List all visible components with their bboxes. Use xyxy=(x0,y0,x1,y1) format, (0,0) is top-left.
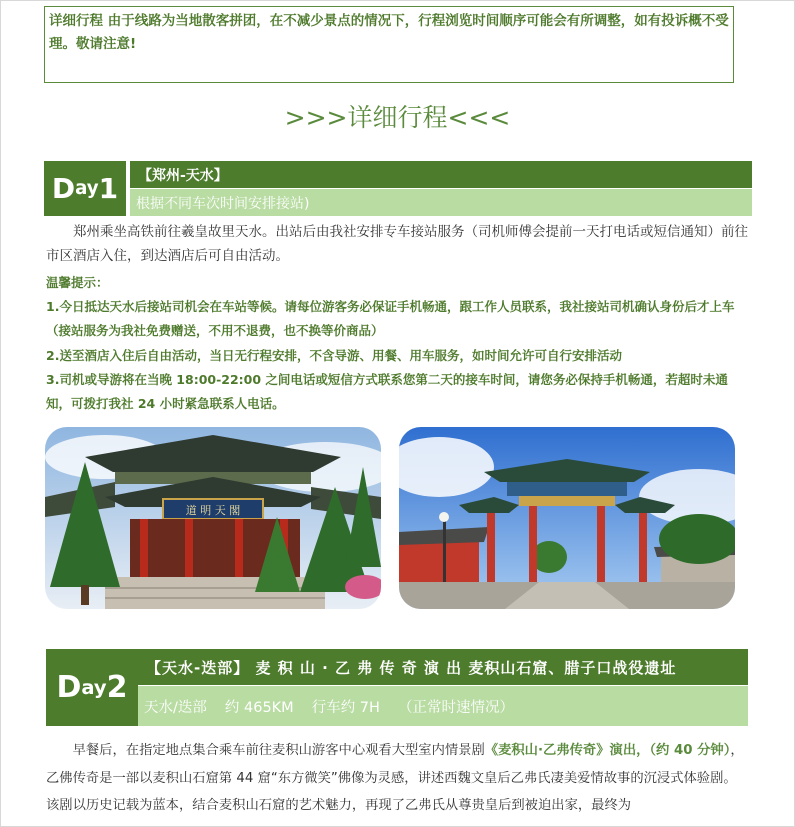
temple-gate-photo xyxy=(45,427,381,609)
day2-speed-note: （正常时速情况） xyxy=(397,699,514,716)
day1-title: 【郑州-天水】 xyxy=(130,161,752,188)
day2-desc-b: ，乙佛传奇是一部以麦积山石窟第 44 窟“东方微笑”佛像为灵感，讲述西魏文皇后乙弗氏凄美爱情故事的沉浸式体验剧。该剧以历史记载为蓝本，结合麦积山石窟的艺术魅力，再现了乙弗氏从尊贵皇后到被迫出家，最终为 xyxy=(46,743,744,813)
archway-photo xyxy=(399,427,735,609)
day2-distance: 约 465KM xyxy=(224,699,294,716)
day1-badge-num: 1 xyxy=(98,172,119,205)
day2-title: 【天水-迭部】 麦 积 山 · 乙 弗 传 奇 演 出 麦积山石窟、腊子口战役遗址 xyxy=(138,649,748,685)
day2-badge-ay: ay xyxy=(81,676,107,699)
day1-header xyxy=(44,161,752,216)
notice-box xyxy=(44,6,734,83)
day2-subtitle xyxy=(138,686,748,726)
day2-desc-a: 早餐后，在指定地点集合乘车前往麦积山游客中心观看大型室内情景剧 xyxy=(72,743,485,758)
day2-badge-num: 2 xyxy=(106,670,128,705)
day1-tips-title: 温馨提示： xyxy=(46,275,109,290)
day1-subtitle: 根据不同车次时间安排接站) xyxy=(130,189,752,216)
day1-badge-d: D xyxy=(51,172,76,205)
temple-gate-illustration xyxy=(45,427,381,609)
section-title: >>>详细行程<<< xyxy=(284,103,511,132)
notice-text: 详细行程 由于线路为当地散客拼团，在不减少景点的情况下，行程浏览时间顺序可能会有所调整，如有投诉概不受理。敬请注意! xyxy=(49,13,729,52)
temple-sign-text: 道 明 天 閣 xyxy=(185,504,241,517)
day1-description: 郑州乘坐高铁前往羲皇故里天水。出站后由我社安排专车接站服务（司机师傅会提前一天打电话或短信通知）前往市区酒店入住，到达酒店后可自由活动。 xyxy=(46,224,748,264)
archway-illustration xyxy=(399,427,735,609)
day1-tip-2: 2.送至酒店入住后自由活动，当日无行程安排，不含导游、用餐、用车服务，如时间允许可自行安排活动 xyxy=(46,347,622,363)
day2-badge-d: D xyxy=(56,670,82,705)
day1-tip-1: 1.今日抵达天水后接站司机会在车站等候。请每位游客务必保证手机畅通，跟工作人员联系，我社接站司机确认身份后才上车（接站服务为我社免费赠送，不用不退费，也不换等价商品） xyxy=(46,299,735,339)
day2-drive-time: 行车约 7H xyxy=(311,699,380,716)
day1-tips xyxy=(46,271,748,416)
day1-badge xyxy=(44,161,126,216)
day2-badge xyxy=(46,649,138,726)
day2-header xyxy=(46,649,748,726)
day2-route: 天水/迭部 xyxy=(144,699,207,716)
day2-desc-highlight: 《麦积山·乙弗传奇》演出，（约 40 分钟） xyxy=(484,743,731,758)
day1-badge-ay: ay xyxy=(75,178,99,199)
day1-tip-3: 3.司机或导游将在当晚 18:00-22:00 之间电话或短信方式联系您第二天的接车时间，请您务必保持手机畅通，若超时未通知，可拨打我社 24 小时紧急联系人电话。 xyxy=(46,371,728,412)
day2-description xyxy=(46,737,748,820)
